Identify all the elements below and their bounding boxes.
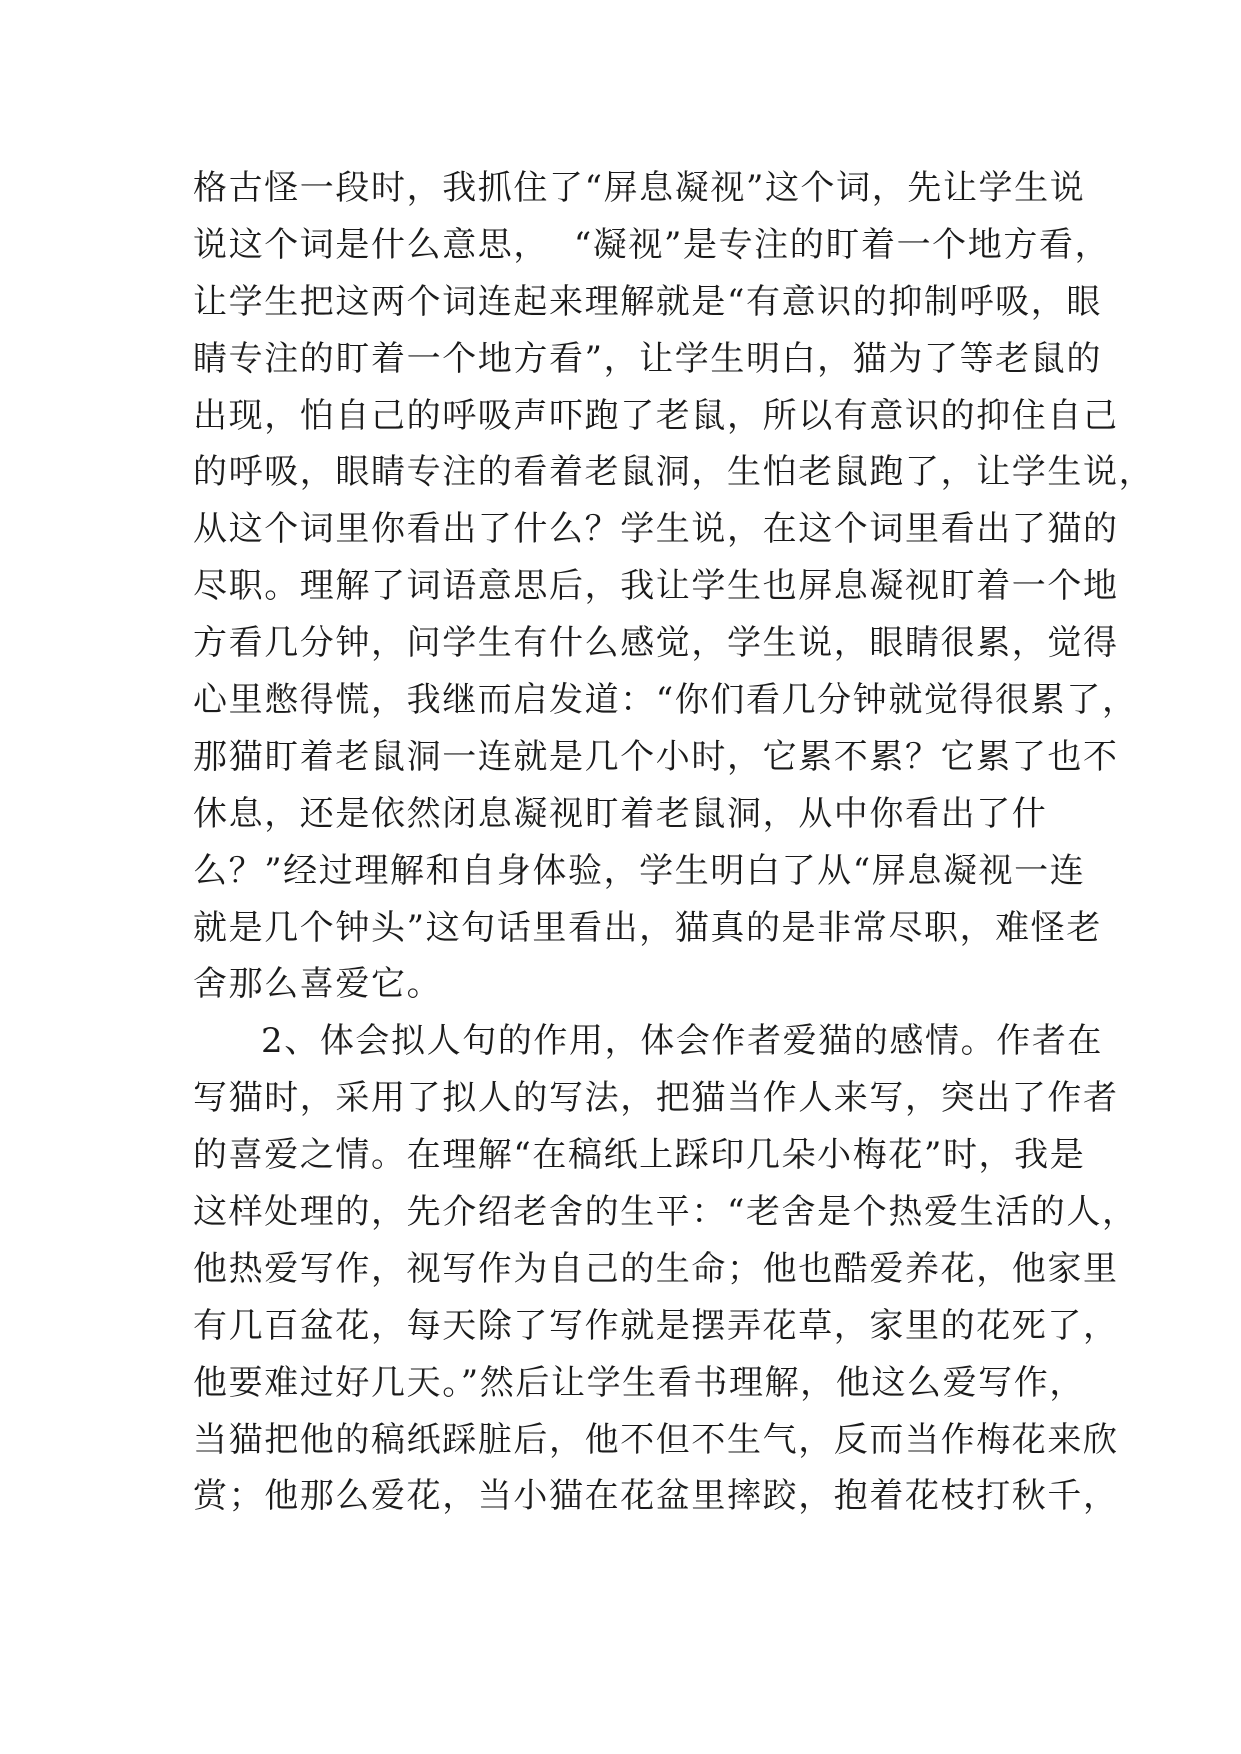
text-line: 方看几分钟，问学生有什么感觉，学生说，眼睛很累，觉得	[193, 623, 1119, 664]
paragraph-2	[193, 1013, 1138, 1525]
text-line: 有几百盆花，每天除了写作就是摆弄花草，家里的花死了，	[193, 1305, 1119, 1346]
text-line: 心里憋得慌，我继而启发道：“你们看几分钟就觉得很累了，	[193, 680, 1138, 721]
text-line: 他热爱写作，视写作为自己的生命；他也酷爱养花，他家里	[193, 1248, 1119, 1289]
text-line: 么？”经过理解和自身体验，学生明白了从“屏息凝视一连	[193, 850, 1086, 891]
text-line: 写猫时，采用了拟人的写法，把猫当作人来写，突出了作者	[193, 1078, 1119, 1119]
text-line: 说这个词是什么意思， “凝视”是专注的盯着一个地方看，	[193, 224, 1111, 265]
text-line: 的喜爱之情。在理解“在稿纸上踩印几朵小梅花”时，我是	[193, 1135, 1086, 1176]
paragraph-1	[193, 160, 1155, 1013]
text-line: 让学生把这两个词连起来理解就是“有意识的抑制呼吸，眼	[193, 281, 1102, 322]
text-line: 出现，怕自己的呼吸声吓跑了老鼠，所以有意识的抑住自己	[193, 395, 1119, 436]
text-line: 2、体会拟人句的作用，体会作者爱猫的感情。作者在	[261, 1021, 1104, 1062]
text-line: 舍那么喜爱它。	[193, 964, 443, 1005]
text-line: 他要难过好几天。”然后让学生看书理解，他这么爱写作，	[193, 1362, 1085, 1403]
text-line: 尽职。理解了词语意思后，我让学生也屏息凝视盯着一个地	[193, 566, 1119, 607]
text-line: 从这个词里你看出了什么？学生说，在这个词里看出了猫的	[193, 509, 1119, 550]
text-line: 当猫把他的稿纸踩脏后，他不但不生气，反而当作梅花来欣	[193, 1419, 1119, 1460]
text-line: 的呼吸，眼睛专注的看着老鼠洞，生怕老鼠跑了，让学生说，	[193, 452, 1155, 493]
text-line: 那猫盯着老鼠洞一连就是几个小时，它累不累？它累了也不	[193, 736, 1119, 777]
text-line: 休息，还是依然闭息凝视盯着老鼠洞，从中你看出了什	[193, 793, 1048, 834]
text-line: 赏；他那么爱花，当小猫在花盆里摔跤，抱着花枝打秋千，	[193, 1476, 1119, 1517]
text-line: 就是几个钟头”这句话里看出，猫真的是非常尽职，难怪老	[193, 907, 1102, 948]
text-line: 睛专注的盯着一个地方看”，让学生明白，猫为了等老鼠的	[193, 338, 1102, 379]
text-line: 这样处理的，先介绍老舍的生平：“老舍是个热爱生活的人，	[193, 1192, 1138, 1233]
body-text	[193, 160, 1155, 1525]
text-line: 格古怪一段时，我抓住了“屏息凝视”这个词，先让学生说	[193, 168, 1086, 208]
